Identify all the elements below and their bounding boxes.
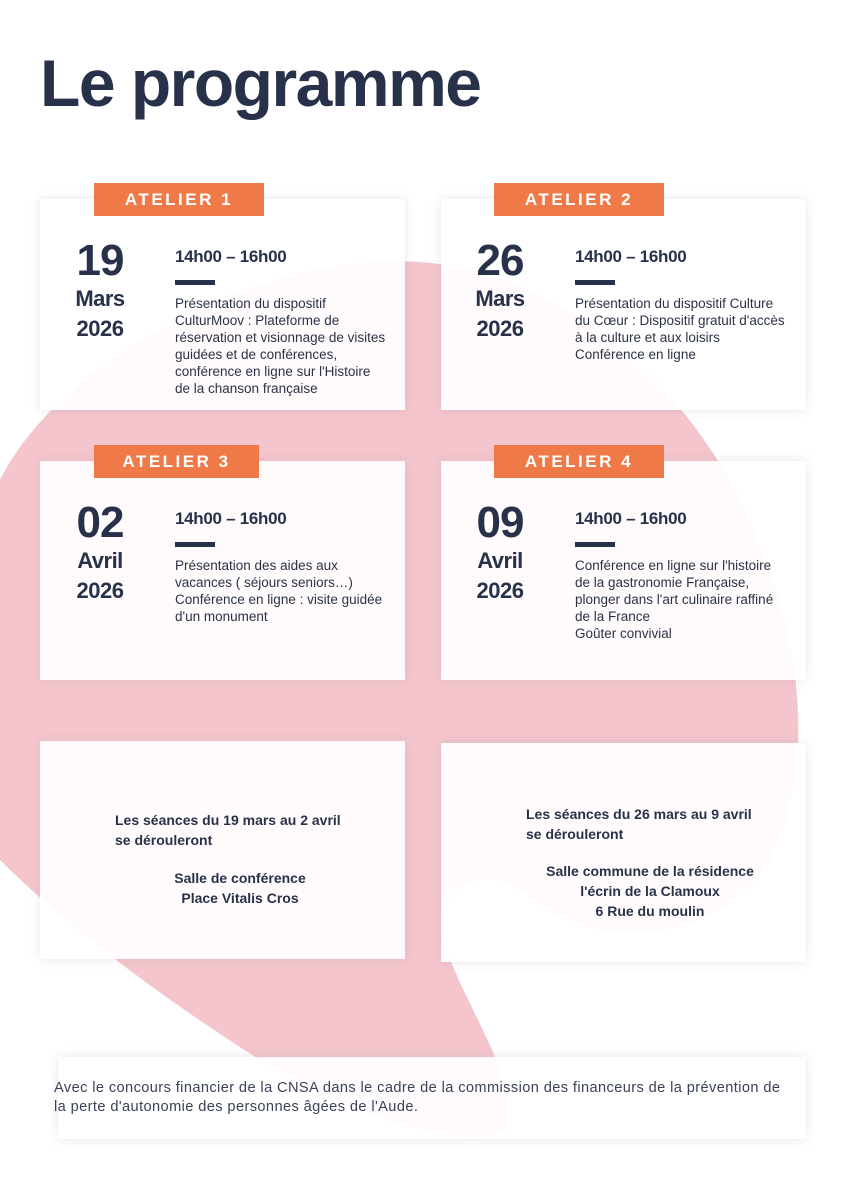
atelier-1-time: 14h00 – 16h00: [175, 247, 287, 266]
location-1-intro-line-1: Les séances du 19 mars au 2 avril: [115, 812, 341, 828]
atelier-4-date: [460, 500, 540, 606]
atelier-1-date: [60, 238, 140, 344]
atelier-3-time: 14h00 – 16h00: [175, 509, 287, 528]
location-2-intro-line-2: se dérouleront: [526, 826, 624, 842]
location-1-place: [40, 868, 440, 908]
atelier-3-divider: [175, 542, 215, 547]
atelier-3-year: 2026: [76, 578, 124, 603]
atelier-2-year: 2026: [476, 316, 524, 341]
atelier-1-description: Présentation du dispositif CulturMoov : Plateforme de réservation et visionnage de visites guidées et de conférences, conférence en ligne sur l'Histoire de la chanson française: [175, 296, 386, 396]
atelier-2-month: Mars: [475, 286, 525, 311]
atelier-2-time: 14h00 – 16h00: [575, 247, 687, 266]
location-1-intro-line-2: se dérouleront: [115, 832, 213, 848]
atelier-4-time: 14h00 – 16h00: [575, 509, 687, 528]
atelier-1-year: 2026: [76, 316, 124, 341]
atelier-3-description: Présentation des aides aux vacances ( séjours seniors…) Conférence en ligne : visite guidée d'un monument: [175, 558, 383, 624]
atelier-3-tag: ATELIER 3: [94, 445, 259, 478]
atelier-1-tag: ATELIER 1: [94, 183, 264, 216]
atelier-1-month: Mars: [75, 286, 125, 311]
atelier-3-day: 02: [76, 498, 124, 547]
location-1-place-line-2: Place Vitalis Cros: [181, 890, 299, 906]
location-1-place-line-1: Salle de conférence: [174, 870, 306, 886]
atelier-4-month: Avril: [477, 548, 523, 573]
location-2-place-line-3: 6 Rue du moulin: [595, 903, 705, 919]
atelier-4-description: Conférence en ligne sur l'histoire de la gastronomie Française, plonger dans l'art culinaire raffiné de la France Goûter convivial: [575, 558, 774, 641]
atelier-1-divider: [175, 280, 215, 285]
location-2-place: [450, 861, 842, 921]
location-2-place-line-2: l'écrin de la Clamoux: [580, 883, 720, 899]
atelier-3-date: [60, 500, 140, 606]
atelier-4-year: 2026: [476, 578, 524, 603]
atelier-2-date: [460, 238, 540, 344]
atelier-2-description: Présentation du dispositif Culture du Cœur : Dispositif gratuit d'accès à la culture et aux loisirs Conférence en ligne: [575, 296, 785, 362]
location-2-place-line-1: Salle commune de la résidence: [546, 863, 754, 879]
atelier-4-divider: [575, 542, 615, 547]
location-1-intro: [115, 810, 341, 850]
location-1-card: [40, 741, 405, 959]
atelier-2-day: 26: [476, 236, 524, 285]
location-2-intro: [526, 804, 752, 844]
atelier-4-tag: ATELIER 4: [494, 445, 664, 478]
footer-funding-note: Avec le concours financier de la CNSA dans le cadre de la commission des financeurs de la prévention de la perte d'autonomie des personnes âgées de l'Aude.: [54, 1080, 781, 1115]
atelier-2-tag: ATELIER 2: [494, 183, 664, 216]
location-2-intro-line-1: Les séances du 26 mars au 9 avril: [526, 806, 752, 822]
page-title: Le programme: [40, 46, 481, 120]
atelier-4-day: 09: [476, 498, 524, 547]
atelier-2-divider: [575, 280, 615, 285]
atelier-1-day: 19: [76, 236, 124, 285]
atelier-3-month: Avril: [77, 548, 123, 573]
location-2-card: [441, 743, 806, 962]
